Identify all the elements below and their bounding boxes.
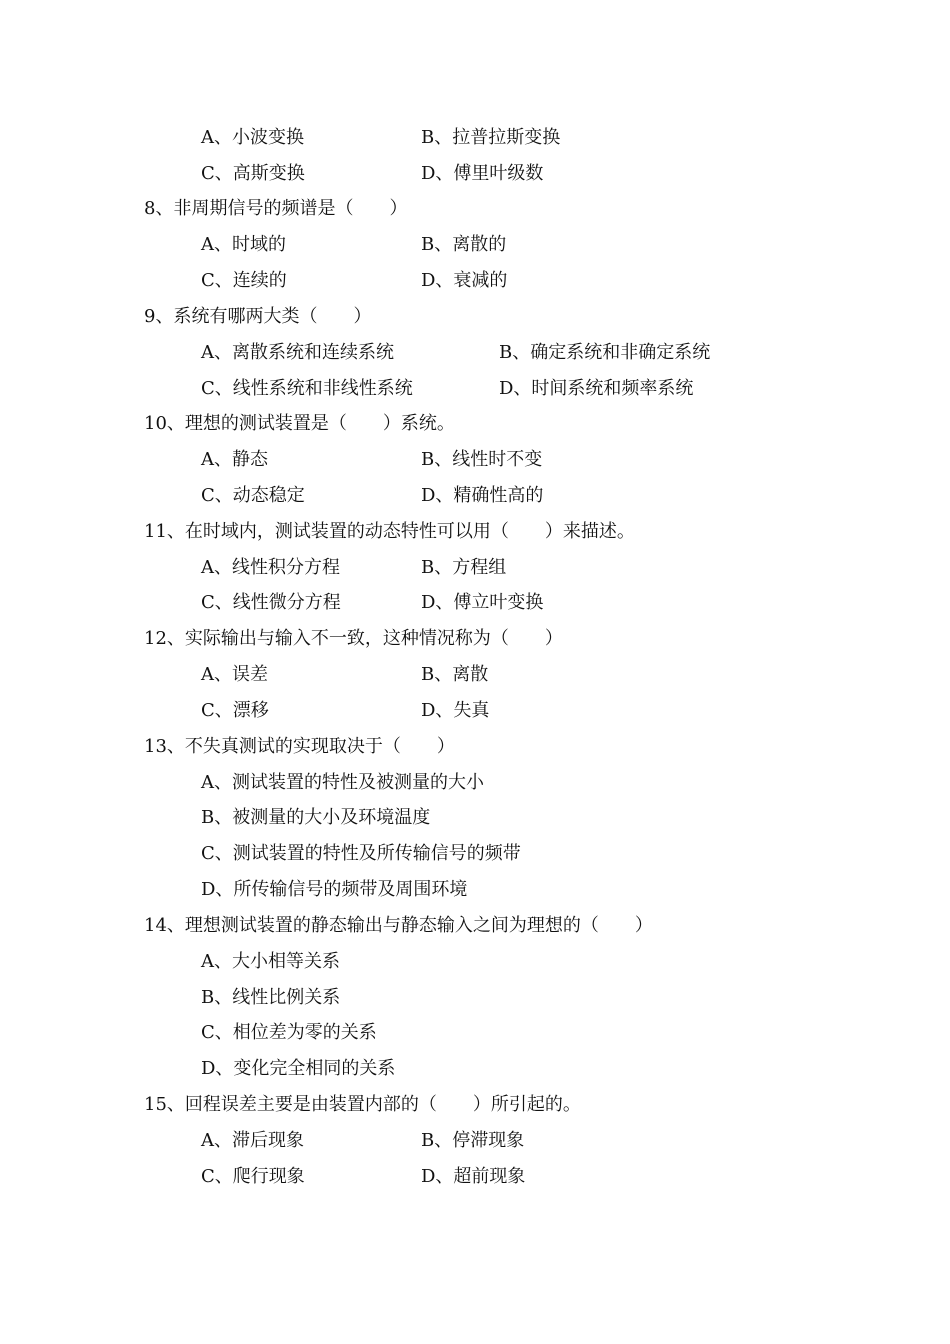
q13-option-a: A、测试装置的特性及被测量的大小 [201, 772, 484, 793]
q13-option-c: C、测试装置的特性及所传输信号的频带 [201, 843, 521, 864]
q9-question: 9、系统有哪两大类（ ） [144, 306, 372, 327]
q15-option-c: C、爬行现象 [201, 1166, 305, 1187]
q12-option-a: A、误差 [201, 664, 268, 685]
q14-question: 14、理想测试装置的静态输出与静态输入之间为理想的（ ） [144, 915, 653, 936]
q13-question: 13、不失真测试的实现取决于（ ） [144, 736, 455, 757]
q11-option-c: C、线性微分方程 [201, 592, 341, 613]
q13-option-b: B、被测量的大小及环境温度 [201, 807, 431, 828]
q10-option-d: D、精确性高的 [421, 485, 544, 506]
q7-option-d: D、傅里叶级数 [421, 163, 544, 184]
q15-question: 15、回程误差主要是由装置内部的（ ）所引起的。 [144, 1094, 581, 1115]
q14-option-b: B、线性比例关系 [201, 987, 341, 1008]
q15-option-a: A、滞后现象 [201, 1130, 304, 1151]
q12-option-c: C、漂移 [201, 700, 269, 721]
q10-option-a: A、静态 [201, 449, 268, 470]
q10-question: 10、理想的测试装置是（ ）系统。 [144, 413, 455, 434]
q9-option-c: C、线性系统和非线性系统 [201, 378, 413, 399]
q8-option-d: D、衰减的 [421, 270, 508, 291]
q9-option-a: A、离散系统和连续系统 [201, 342, 394, 363]
q14-option-c: C、相位差为零的关系 [201, 1022, 377, 1043]
q12-question: 12、实际输出与输入不一致，这种情况称为（ ） [144, 628, 563, 649]
q12-option-d: D、失真 [421, 700, 490, 721]
q14-option-a: A、大小相等关系 [201, 951, 340, 972]
q7-option-a: A、小波变换 [201, 127, 304, 148]
q11-question: 11、在时域内，测试装置的动态特性可以用（ ）来描述。 [144, 521, 635, 542]
q8-question: 8、非周期信号的频谱是（ ） [144, 198, 408, 219]
q8-option-c: C、连续的 [201, 270, 287, 291]
q11-option-d: D、傅立叶变换 [421, 592, 544, 613]
q7-option-c: C、高斯变换 [201, 163, 305, 184]
q15-option-b: B、停滞现象 [421, 1130, 525, 1151]
q12-option-b: B、离散 [421, 664, 489, 685]
q9-option-d: D、时间系统和频率系统 [499, 378, 694, 399]
q14-option-d: D、变化完全相同的关系 [201, 1058, 396, 1079]
q10-option-c: C、动态稳定 [201, 485, 305, 506]
q7-option-b: B、拉普拉斯变换 [421, 127, 561, 148]
q9-option-b: B、确定系统和非确定系统 [499, 342, 711, 363]
q15-option-d: D、超前现象 [421, 1166, 526, 1187]
q10-option-b: B、线性时不变 [421, 449, 543, 470]
q11-option-a: A、线性积分方程 [201, 557, 340, 578]
q8-option-b: B、离散的 [421, 234, 507, 255]
q8-option-a: A、时域的 [201, 234, 286, 255]
q11-option-b: B、方程组 [421, 557, 507, 578]
q13-option-d: D、所传输信号的频带及周围环境 [201, 879, 468, 900]
